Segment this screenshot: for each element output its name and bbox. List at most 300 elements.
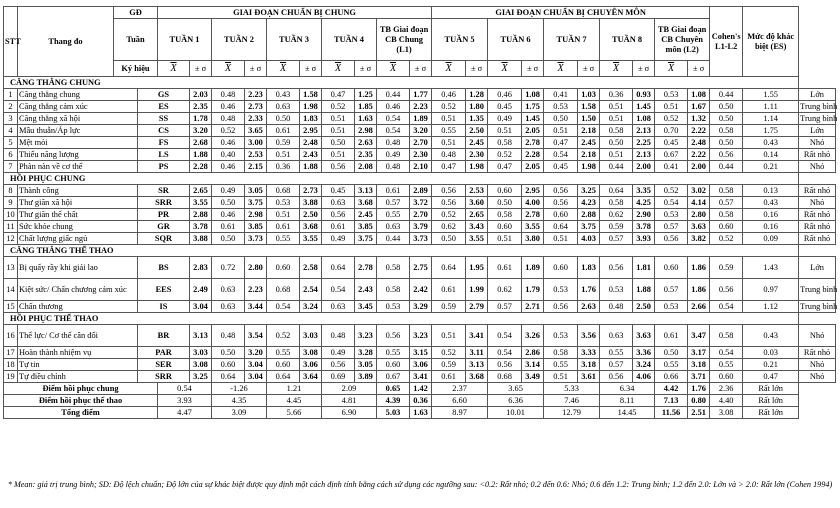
- section-title: HỒI PHỤC CHUNG: [4, 173, 799, 185]
- summary-week-value: 1.21: [267, 383, 322, 395]
- sd-value: 0.57: [655, 221, 688, 233]
- sd-value: 0.54: [322, 279, 355, 301]
- scale-code: IS: [138, 301, 190, 313]
- mean-header: [655, 61, 688, 77]
- sd-value: 0.64: [544, 221, 578, 233]
- summary-row: [4, 407, 836, 419]
- mean-value: 3.55: [522, 221, 544, 233]
- sd-value: 0.49: [322, 347, 355, 359]
- mean-value: 2.22: [688, 125, 710, 137]
- week-5-header: TUẦN 5: [432, 19, 488, 61]
- mean-value: 3.68: [466, 371, 488, 383]
- scale-name: Căng thẳng chung: [18, 89, 138, 101]
- mean-value: 1.08: [633, 113, 655, 125]
- summary-l2-mean: 4.42: [655, 383, 688, 395]
- sd-value: 0.46: [212, 161, 245, 173]
- mean-value: 2.83: [190, 257, 212, 279]
- summary-week-value: 6.34: [600, 383, 655, 395]
- mean-value: 3.23: [410, 325, 432, 347]
- sd-value: 0.57: [377, 197, 410, 209]
- sd-value: 0.61: [267, 125, 300, 137]
- mean-value: 1.45: [522, 113, 544, 125]
- mean-value: 1.83: [578, 257, 600, 279]
- es-value: Nhỏ: [799, 359, 836, 371]
- summary-cohen: 3.08: [710, 407, 743, 419]
- table-row: [4, 137, 836, 149]
- table-row: [4, 209, 836, 221]
- week-6-header: TUẦN 6: [488, 19, 544, 61]
- week-7-header: TUẦN 7: [544, 19, 600, 61]
- scale-code: SER: [138, 359, 190, 371]
- mean-symbol: $\overline{X}$: [170, 62, 177, 74]
- mean-value: 3.55: [300, 233, 322, 245]
- mean-value: 2.90: [633, 209, 655, 221]
- mean-value: 1.86: [688, 257, 710, 279]
- mean-value: 2.00: [688, 161, 710, 173]
- summary-l1-mean: 5.03: [377, 407, 410, 419]
- scale-code: PAR: [138, 347, 190, 359]
- table-row: [4, 149, 836, 161]
- summary-l2-mean: 7.13: [655, 395, 688, 407]
- summary-label: Điểm hồi phục chung: [4, 383, 158, 395]
- sd-value: 0.56: [544, 301, 578, 313]
- sd-value: 0.63: [377, 221, 410, 233]
- sd-value: 0.54: [710, 347, 743, 359]
- gd-header: GĐ: [114, 7, 158, 19]
- sd-value: 0.52: [212, 125, 245, 137]
- row-number: 2: [4, 101, 18, 113]
- sd-header: ± σ: [578, 61, 600, 77]
- cohen-value: 1.11: [743, 101, 799, 113]
- sd-value: 0.67: [377, 371, 410, 383]
- row-number: 10: [4, 209, 18, 221]
- sd-value: 0.41: [544, 89, 578, 101]
- sd-value: 0.51: [600, 113, 633, 125]
- sd-value: 0.55: [377, 209, 410, 221]
- mean-value: 3.11: [466, 347, 488, 359]
- sd-value: 0.52: [655, 113, 688, 125]
- mean-value: 3.75: [355, 233, 377, 245]
- scale-code: PS: [138, 161, 190, 173]
- mean-value: 2.73: [300, 185, 322, 197]
- mean-value: 3.08: [190, 359, 212, 371]
- sd-value: 0.51: [488, 233, 522, 245]
- mean-value: 3.06: [300, 359, 322, 371]
- sd-value: 0.36: [267, 161, 300, 173]
- mean-value: 3.73: [245, 233, 267, 245]
- sd-value: 0.55: [710, 359, 743, 371]
- sd-value: 0.50: [212, 233, 245, 245]
- cohen-value: 1.12: [743, 301, 799, 313]
- mean-value: 3.24: [633, 359, 655, 371]
- sd-value: 0.55: [432, 125, 466, 137]
- mean-header: [267, 61, 300, 77]
- scale-code: SQR: [138, 233, 190, 245]
- mean-value: 3.80: [522, 233, 544, 245]
- mean-value: 2.30: [466, 149, 488, 161]
- sd-value: 0.55: [655, 359, 688, 371]
- sd-value: 0.56: [710, 279, 743, 301]
- summary-week-value: 7.46: [544, 395, 600, 407]
- sd-value: 0.58: [377, 279, 410, 301]
- section-row: [4, 313, 836, 325]
- scale-code: BR: [138, 325, 190, 347]
- sd-value: 0.49: [322, 233, 355, 245]
- sd-value: 0.49: [212, 185, 245, 197]
- row-number: 6: [4, 149, 18, 161]
- summary-es: Rất lớn: [743, 407, 799, 419]
- sd-value: 0.56: [710, 149, 743, 161]
- summary-l2-sd: 0.80: [688, 395, 710, 407]
- sd-value: 0.62: [600, 209, 633, 221]
- sd-value: 0.51: [600, 101, 633, 113]
- mean-value: 2.05: [522, 125, 544, 137]
- sd-value: 0.60: [212, 359, 245, 371]
- mean-value: 3.88: [300, 197, 322, 209]
- sd-value: 0.53: [655, 209, 688, 221]
- mean-header: [432, 61, 466, 77]
- mean-value: 2.63: [578, 301, 600, 313]
- table-row: [4, 301, 836, 313]
- mean-value: 3.85: [245, 221, 267, 233]
- sd-value: 0.58: [488, 137, 522, 149]
- mean-value: 3.20: [190, 125, 212, 137]
- sd-value: 0.43: [267, 89, 300, 101]
- row-number: 4: [4, 125, 18, 137]
- sd-value: 0.48: [432, 149, 466, 161]
- sd-value: 0.48: [212, 113, 245, 125]
- sd-value: 0.53: [600, 279, 633, 301]
- mean-value: 3.68: [300, 221, 322, 233]
- sd-value: 0.61: [267, 221, 300, 233]
- scale-code: GS: [138, 89, 190, 101]
- sd-value: 0.56: [322, 209, 355, 221]
- row-number: 16: [4, 325, 18, 347]
- section-title: CĂNG THẲNG CHUNG: [4, 77, 799, 89]
- sd-value: 0.68: [267, 185, 300, 197]
- sd-value: 0.47: [544, 137, 578, 149]
- mean-value: 2.71: [522, 301, 544, 313]
- mean-value: 2.75: [410, 257, 432, 279]
- sd-value: 0.54: [377, 113, 410, 125]
- sd-value: 0.58: [600, 125, 633, 137]
- mean-value: 3.85: [355, 221, 377, 233]
- mean-value: 3.43: [466, 221, 488, 233]
- table-row: [4, 279, 836, 301]
- mean-value: 2.03: [190, 89, 212, 101]
- mean-value: 2.45: [578, 137, 600, 149]
- sd-value: 0.44: [377, 233, 410, 245]
- sd-value: 0.50: [322, 137, 355, 149]
- sd-value: 0.50: [600, 137, 633, 149]
- sd-value: 0.51: [488, 125, 522, 137]
- sd-value: 0.56: [322, 161, 355, 173]
- sd-value: 0.51: [544, 371, 578, 383]
- sd-value: 0.56: [600, 371, 633, 383]
- scale-name: Bị quấy rầy khi giải lao: [18, 257, 138, 279]
- sd-value: 0.45: [488, 101, 522, 113]
- mean-value: 1.79: [522, 279, 544, 301]
- sd-value: 0.48: [212, 325, 245, 347]
- summary-week-value: 12.79: [544, 407, 600, 419]
- mean-value: 2.49: [190, 279, 212, 301]
- mean-value: 1.08: [522, 89, 544, 101]
- scale-name: Thành công: [18, 185, 138, 197]
- row-number: 19: [4, 371, 18, 383]
- mean-value: 2.35: [190, 101, 212, 113]
- row-number: 17: [4, 347, 18, 359]
- sd-value: 0.63: [267, 101, 300, 113]
- mean-value: 2.28: [190, 161, 212, 173]
- sd-value: 0.58: [710, 325, 743, 347]
- es-value: Nhỏ: [799, 137, 836, 149]
- summary-week-value: 3.09: [212, 407, 267, 419]
- sd-value: 0.60: [544, 257, 578, 279]
- mean-value: 3.65: [245, 125, 267, 137]
- scale-name: Mâu thuẫn/Áp lực: [18, 125, 138, 137]
- sd-value: 0.61: [377, 185, 410, 197]
- mean-value: 1.28: [466, 89, 488, 101]
- sd-header: ± σ: [633, 61, 655, 77]
- mean-value: 2.18: [578, 149, 600, 161]
- mean-value: 3.72: [410, 197, 432, 209]
- sd-value: 0.53: [267, 197, 300, 209]
- sd-value: 0.51: [322, 125, 355, 137]
- sd-value: 0.57: [710, 197, 743, 209]
- mean-symbol: $\overline{X}$: [279, 62, 287, 74]
- table-row: [4, 101, 836, 113]
- mean-value: 3.61: [578, 371, 600, 383]
- mean-value: 1.58: [300, 89, 322, 101]
- summary-l2-mean: 11.56: [655, 407, 688, 419]
- summary-label: Tổng điểm: [4, 407, 158, 419]
- mean-value: 1.80: [466, 101, 488, 113]
- mean-header: [212, 61, 245, 77]
- mean-value: 1.50: [578, 113, 600, 125]
- mean-value: 2.50: [466, 125, 488, 137]
- sd-value: 0.53: [544, 279, 578, 301]
- sd-value: 0.53: [655, 89, 688, 101]
- row-number: 7: [4, 161, 18, 173]
- mean-value: 1.75: [522, 101, 544, 113]
- mean-value: 3.63: [688, 221, 710, 233]
- sd-value: 0.54: [488, 347, 522, 359]
- mean-value: 3.49: [522, 371, 544, 383]
- mean-value: 4.23: [578, 197, 600, 209]
- summary-week-value: 3.65: [488, 383, 544, 395]
- sd-value: 0.69: [322, 371, 355, 383]
- mean-value: 3.63: [633, 325, 655, 347]
- scale-name: Mệt mỏi: [18, 137, 138, 149]
- mean-value: 3.89: [355, 371, 377, 383]
- sd-value: 0.50: [710, 113, 743, 125]
- sd-value: 0.52: [432, 347, 466, 359]
- cohen-value: 0.43: [743, 325, 799, 347]
- summary-week-value: 2.09: [322, 383, 377, 395]
- mean-value: 3.13: [190, 325, 212, 347]
- mean-value: 3.05: [245, 185, 267, 197]
- mean-value: 3.08: [300, 347, 322, 359]
- sd-value: 0.54: [267, 301, 300, 313]
- sd-value: 0.45: [655, 137, 688, 149]
- es-value: Lớn: [799, 257, 836, 279]
- sd-value: 0.63: [322, 301, 355, 313]
- scale-name: Thư giãn thể chất: [18, 209, 138, 221]
- mean-symbol: $\overline{X}$: [445, 62, 452, 74]
- sd-value: 0.51: [322, 113, 355, 125]
- mean-value: 2.73: [245, 101, 267, 113]
- mean-value: 3.33: [578, 347, 600, 359]
- es-value: Lớn: [799, 89, 836, 101]
- mean-value: 1.88: [300, 161, 322, 173]
- sd-value: 0.55: [600, 347, 633, 359]
- scale-name: Chấn thương: [18, 301, 138, 313]
- mean-value: 3.02: [688, 185, 710, 197]
- mean-value: 2.42: [410, 279, 432, 301]
- es-value: Nhỏ: [799, 325, 836, 347]
- mean-value: 4.00: [522, 197, 544, 209]
- section-title: CĂNG THẲNG THỂ THAO: [4, 245, 799, 257]
- sd-value: 0.51: [600, 149, 633, 161]
- sd-value: 0.60: [488, 185, 522, 197]
- mean-value: 3.88: [190, 233, 212, 245]
- mean-header: [600, 61, 633, 77]
- sd-value: 0.66: [655, 371, 688, 383]
- scale-code: ES: [138, 101, 190, 113]
- summary-week-value: 4.47: [158, 407, 212, 419]
- mean-value: 2.70: [410, 209, 432, 221]
- mean-value: 3.55: [466, 233, 488, 245]
- summary-label: Điểm hồi phục thể thao: [4, 395, 158, 407]
- cohen-value: 0.43: [743, 137, 799, 149]
- mean-value: 2.95: [300, 125, 322, 137]
- mean-value: 2.78: [355, 257, 377, 279]
- summary-l1-sd: 0.36: [410, 395, 432, 407]
- mean-value: 2.78: [522, 209, 544, 221]
- cohen-value: 0.03: [743, 347, 799, 359]
- sd-value: 0.46: [212, 101, 245, 113]
- mean-value: 3.78: [190, 221, 212, 233]
- summary-row: [4, 383, 836, 395]
- summary-week-value: 4.81: [322, 395, 377, 407]
- stress-recovery-table: [3, 6, 836, 419]
- sd-value: 0.64: [322, 257, 355, 279]
- sd-value: 0.58: [600, 197, 633, 209]
- scale-name: Căng thẳng cảm xúc: [18, 101, 138, 113]
- mean-value: 2.45: [355, 209, 377, 221]
- table-row: [4, 257, 836, 279]
- cohen-value: 0.97: [743, 279, 799, 301]
- week-1-header: TUẦN 1: [158, 19, 212, 61]
- mean-value: 2.15: [245, 161, 267, 173]
- mean-value: 2.98: [355, 125, 377, 137]
- week-4-header: TUẦN 4: [322, 19, 377, 61]
- sd-value: 0.61: [655, 325, 688, 347]
- phase-general-header: GIAI ĐOẠN CHUẨN BỊ CHUNG: [158, 7, 432, 19]
- summary-week-value: 4.45: [267, 395, 322, 407]
- sd-header: ± σ: [300, 61, 322, 77]
- mean-value: 4.06: [633, 371, 655, 383]
- sd-value: 0.61: [488, 257, 522, 279]
- mean-value: 3.04: [190, 301, 212, 313]
- es-value: Lớn: [799, 125, 836, 137]
- mean-value: 3.68: [355, 197, 377, 209]
- mean-value: 1.58: [578, 101, 600, 113]
- mean-value: 2.45: [466, 137, 488, 149]
- mean-value: 2.23: [410, 101, 432, 113]
- mean-value: 2.80: [245, 257, 267, 279]
- sd-value: 0.60: [710, 371, 743, 383]
- mean-value: 3.82: [688, 233, 710, 245]
- mean-value: 1.03: [578, 89, 600, 101]
- mean-value: 2.66: [688, 301, 710, 313]
- row-number: 15: [4, 301, 18, 313]
- mean-value: 1.98: [578, 161, 600, 173]
- mean-value: 3.78: [633, 221, 655, 233]
- mean-value: 2.13: [633, 125, 655, 137]
- sd-value: 0.67: [655, 149, 688, 161]
- scale-code: EES: [138, 279, 190, 301]
- scale-code: GR: [138, 221, 190, 233]
- es-value: Rất nhỏ: [799, 347, 836, 359]
- cohen-value: 0.16: [743, 221, 799, 233]
- sd-value: 0.57: [600, 233, 633, 245]
- sd-value: 0.51: [432, 113, 466, 125]
- sd-value: 0.54: [377, 125, 410, 137]
- sd-value: 0.63: [600, 325, 633, 347]
- scale-code: LS: [138, 149, 190, 161]
- mean-value: 3.25: [578, 185, 600, 197]
- mean-symbol: $\overline{X}$: [501, 62, 508, 74]
- row-number: 9: [4, 197, 18, 209]
- row-number: 18: [4, 359, 18, 371]
- row-number: 1: [4, 89, 18, 101]
- mean-symbol: $\overline{X}$: [557, 62, 564, 74]
- mean-value: 3.93: [633, 233, 655, 245]
- es-value: Rất nhỏ: [799, 149, 836, 161]
- week-8-header: TUẦN 8: [600, 19, 655, 61]
- sd-value: 0.51: [267, 209, 300, 221]
- mean-value: 3.29: [410, 301, 432, 313]
- sd-value: 0.56: [377, 325, 410, 347]
- tb-special-header: TB Giai đoạn CB Chuyên môn (L2): [655, 19, 710, 61]
- mean-value: 2.89: [410, 185, 432, 197]
- mean-value: 4.03: [578, 233, 600, 245]
- sd-value: 0.48: [377, 137, 410, 149]
- table-row: [4, 113, 836, 125]
- sd-value: 0.58: [377, 257, 410, 279]
- cohen-value: 0.16: [743, 209, 799, 221]
- mean-value: 2.95: [522, 185, 544, 197]
- sd-value: 0.56: [432, 197, 466, 209]
- mean-value: 2.88: [190, 209, 212, 221]
- sd-value: 0.50: [544, 113, 578, 125]
- sd-value: 0.53: [544, 101, 578, 113]
- sd-value: 0.57: [655, 279, 688, 301]
- sd-value: 0.61: [322, 221, 355, 233]
- sd-value: 0.44: [710, 89, 743, 101]
- sd-value: 0.46: [212, 209, 245, 221]
- mean-value: 2.05: [522, 161, 544, 173]
- row-number: 13: [4, 257, 18, 279]
- sd-value: 0.56: [544, 197, 578, 209]
- summary-es: Rất lớn: [743, 383, 799, 395]
- sd-value: 0.59: [432, 359, 466, 371]
- mean-symbol: $\overline{X}$: [668, 62, 675, 74]
- mean-value: 2.79: [466, 301, 488, 313]
- mean-value: 3.64: [300, 371, 322, 383]
- mean-value: 3.45: [355, 301, 377, 313]
